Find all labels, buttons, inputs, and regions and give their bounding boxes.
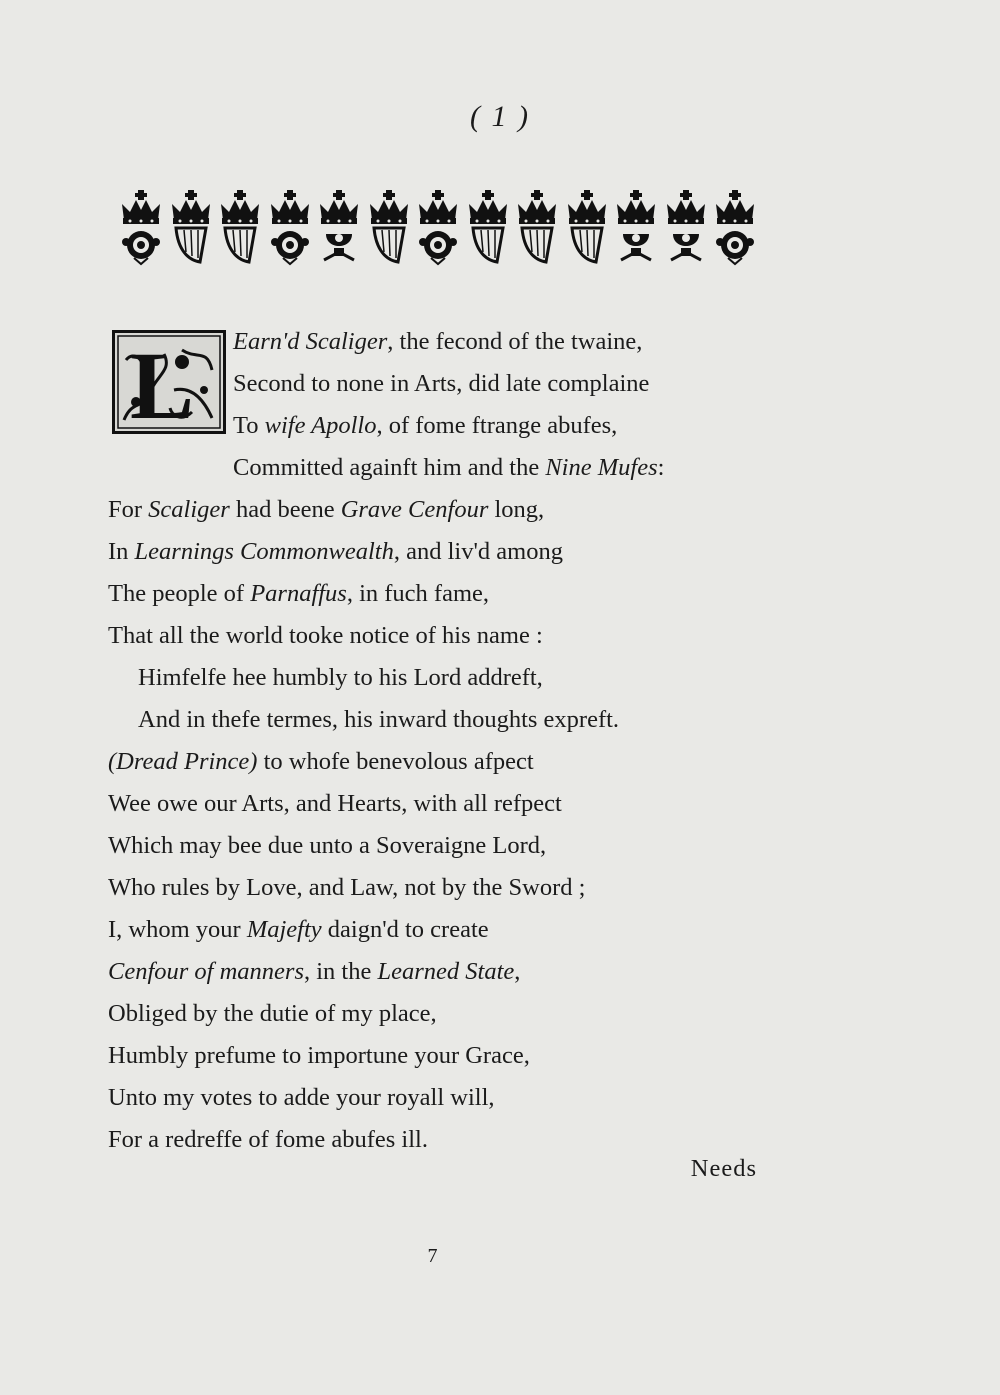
- text-run: , in fuch fame,: [346, 580, 490, 607]
- italic-phrase: Grave Cenfour: [340, 496, 489, 523]
- text-run: I, whom your: [108, 916, 247, 943]
- italic-phrase: wife Apollo: [264, 412, 377, 439]
- poem-line: [108, 1077, 768, 1119]
- italic-phrase: Learned State: [377, 958, 515, 985]
- text-run: , the fecond of the twaine,: [387, 328, 643, 355]
- italic-phrase: Scaliger: [148, 496, 230, 523]
- text-run: In: [108, 538, 135, 565]
- crown-harp-icon: [514, 190, 560, 266]
- poem-line: [108, 321, 768, 363]
- text-run: Who rules by Love, and Law, not by the Sword ;: [108, 874, 586, 901]
- text-run: Which may bee due unto a Soveraigne Lord,: [108, 832, 547, 859]
- crown-thistle-icon: [663, 190, 709, 266]
- poem-line: [108, 447, 768, 489]
- crown-harp-icon: [168, 190, 214, 266]
- crown-rose-icon: [712, 190, 758, 266]
- poem-line: [108, 363, 768, 405]
- text-run: And in thefe termes, his inward thoughts expreft.: [138, 706, 620, 733]
- text-run: Committed againft him and the: [233, 454, 546, 481]
- poem-line: [108, 867, 768, 909]
- poem-line: [108, 825, 768, 867]
- page-number: 7: [427, 1245, 438, 1267]
- italic-phrase: Parnaffus: [250, 580, 347, 607]
- crown-thistle-icon: [613, 190, 659, 266]
- text-run: daign'd to create: [321, 916, 489, 943]
- crown-harp-icon: [217, 190, 263, 266]
- poem-line: [108, 993, 768, 1035]
- text-run: long,: [488, 496, 545, 523]
- poem-line: [108, 741, 768, 783]
- crown-rose-icon: [267, 190, 313, 266]
- crown-rose-icon: [118, 190, 164, 266]
- poem-line: [108, 909, 768, 951]
- italic-phrase: Nine Mufes: [545, 454, 658, 481]
- text-run: , in the: [304, 958, 378, 985]
- italic-phrase: Learnings Commonwealth: [134, 538, 394, 565]
- ornamental-crown-band: [118, 190, 758, 270]
- text-run: to whofe benevolous afpect: [257, 748, 534, 775]
- crown-thistle-icon: [316, 190, 362, 266]
- crown-rose-icon: [415, 190, 461, 266]
- italic-phrase: (Dread Prince): [108, 748, 258, 775]
- text-run: Unto my votes to adde your royall will,: [108, 1084, 495, 1111]
- text-run: For a redreffe of fome abufes ill.: [108, 1126, 428, 1153]
- poem-line: [108, 489, 768, 531]
- text-run: Wee owe our Arts, and Hearts, with all refpect: [108, 790, 562, 817]
- poem-line: [108, 783, 768, 825]
- text-run: Humbly prefume to importune your Grace,: [108, 1042, 530, 1069]
- italic-phrase: Majefty: [246, 916, 322, 943]
- dropcap-letter: L: [129, 332, 195, 434]
- page-marker: ( 1 ): [470, 100, 530, 133]
- crown-harp-icon: [564, 190, 610, 266]
- crown-harp-icon: [465, 190, 511, 266]
- italic-phrase: Earn'd Scaliger: [233, 328, 388, 355]
- poem-line: [108, 573, 768, 615]
- text-run: To: [233, 412, 265, 439]
- text-run: ,: [514, 958, 521, 985]
- poem-line: [108, 1035, 768, 1077]
- text-run: For: [108, 496, 149, 523]
- poem-line: [108, 951, 768, 993]
- text-run: Obliged by the dutie of my place,: [108, 1000, 437, 1027]
- poem-line: [108, 405, 768, 447]
- poem-text: [108, 321, 768, 1161]
- text-run: , of fome ftrange abufes,: [376, 412, 618, 439]
- text-run: The people of: [108, 580, 251, 607]
- crown-harp-icon: [366, 190, 412, 266]
- text-run: Second to none in Arts, did late complaine: [233, 370, 650, 397]
- text-run: Himfelfe hee humbly to his Lord addreft,: [138, 664, 543, 691]
- poem-line: [108, 657, 768, 699]
- poem-line: [108, 615, 768, 657]
- text-run: , and liv'd among: [393, 538, 563, 565]
- text-run: had beene: [229, 496, 341, 523]
- text-run: :: [657, 454, 665, 481]
- poem-line: [108, 531, 768, 573]
- italic-phrase: Cenfour of manners: [108, 958, 304, 985]
- text-run: That all the world tooke notice of his name :: [108, 622, 543, 649]
- poem-line: [108, 699, 768, 741]
- catchword: Needs: [690, 1155, 757, 1182]
